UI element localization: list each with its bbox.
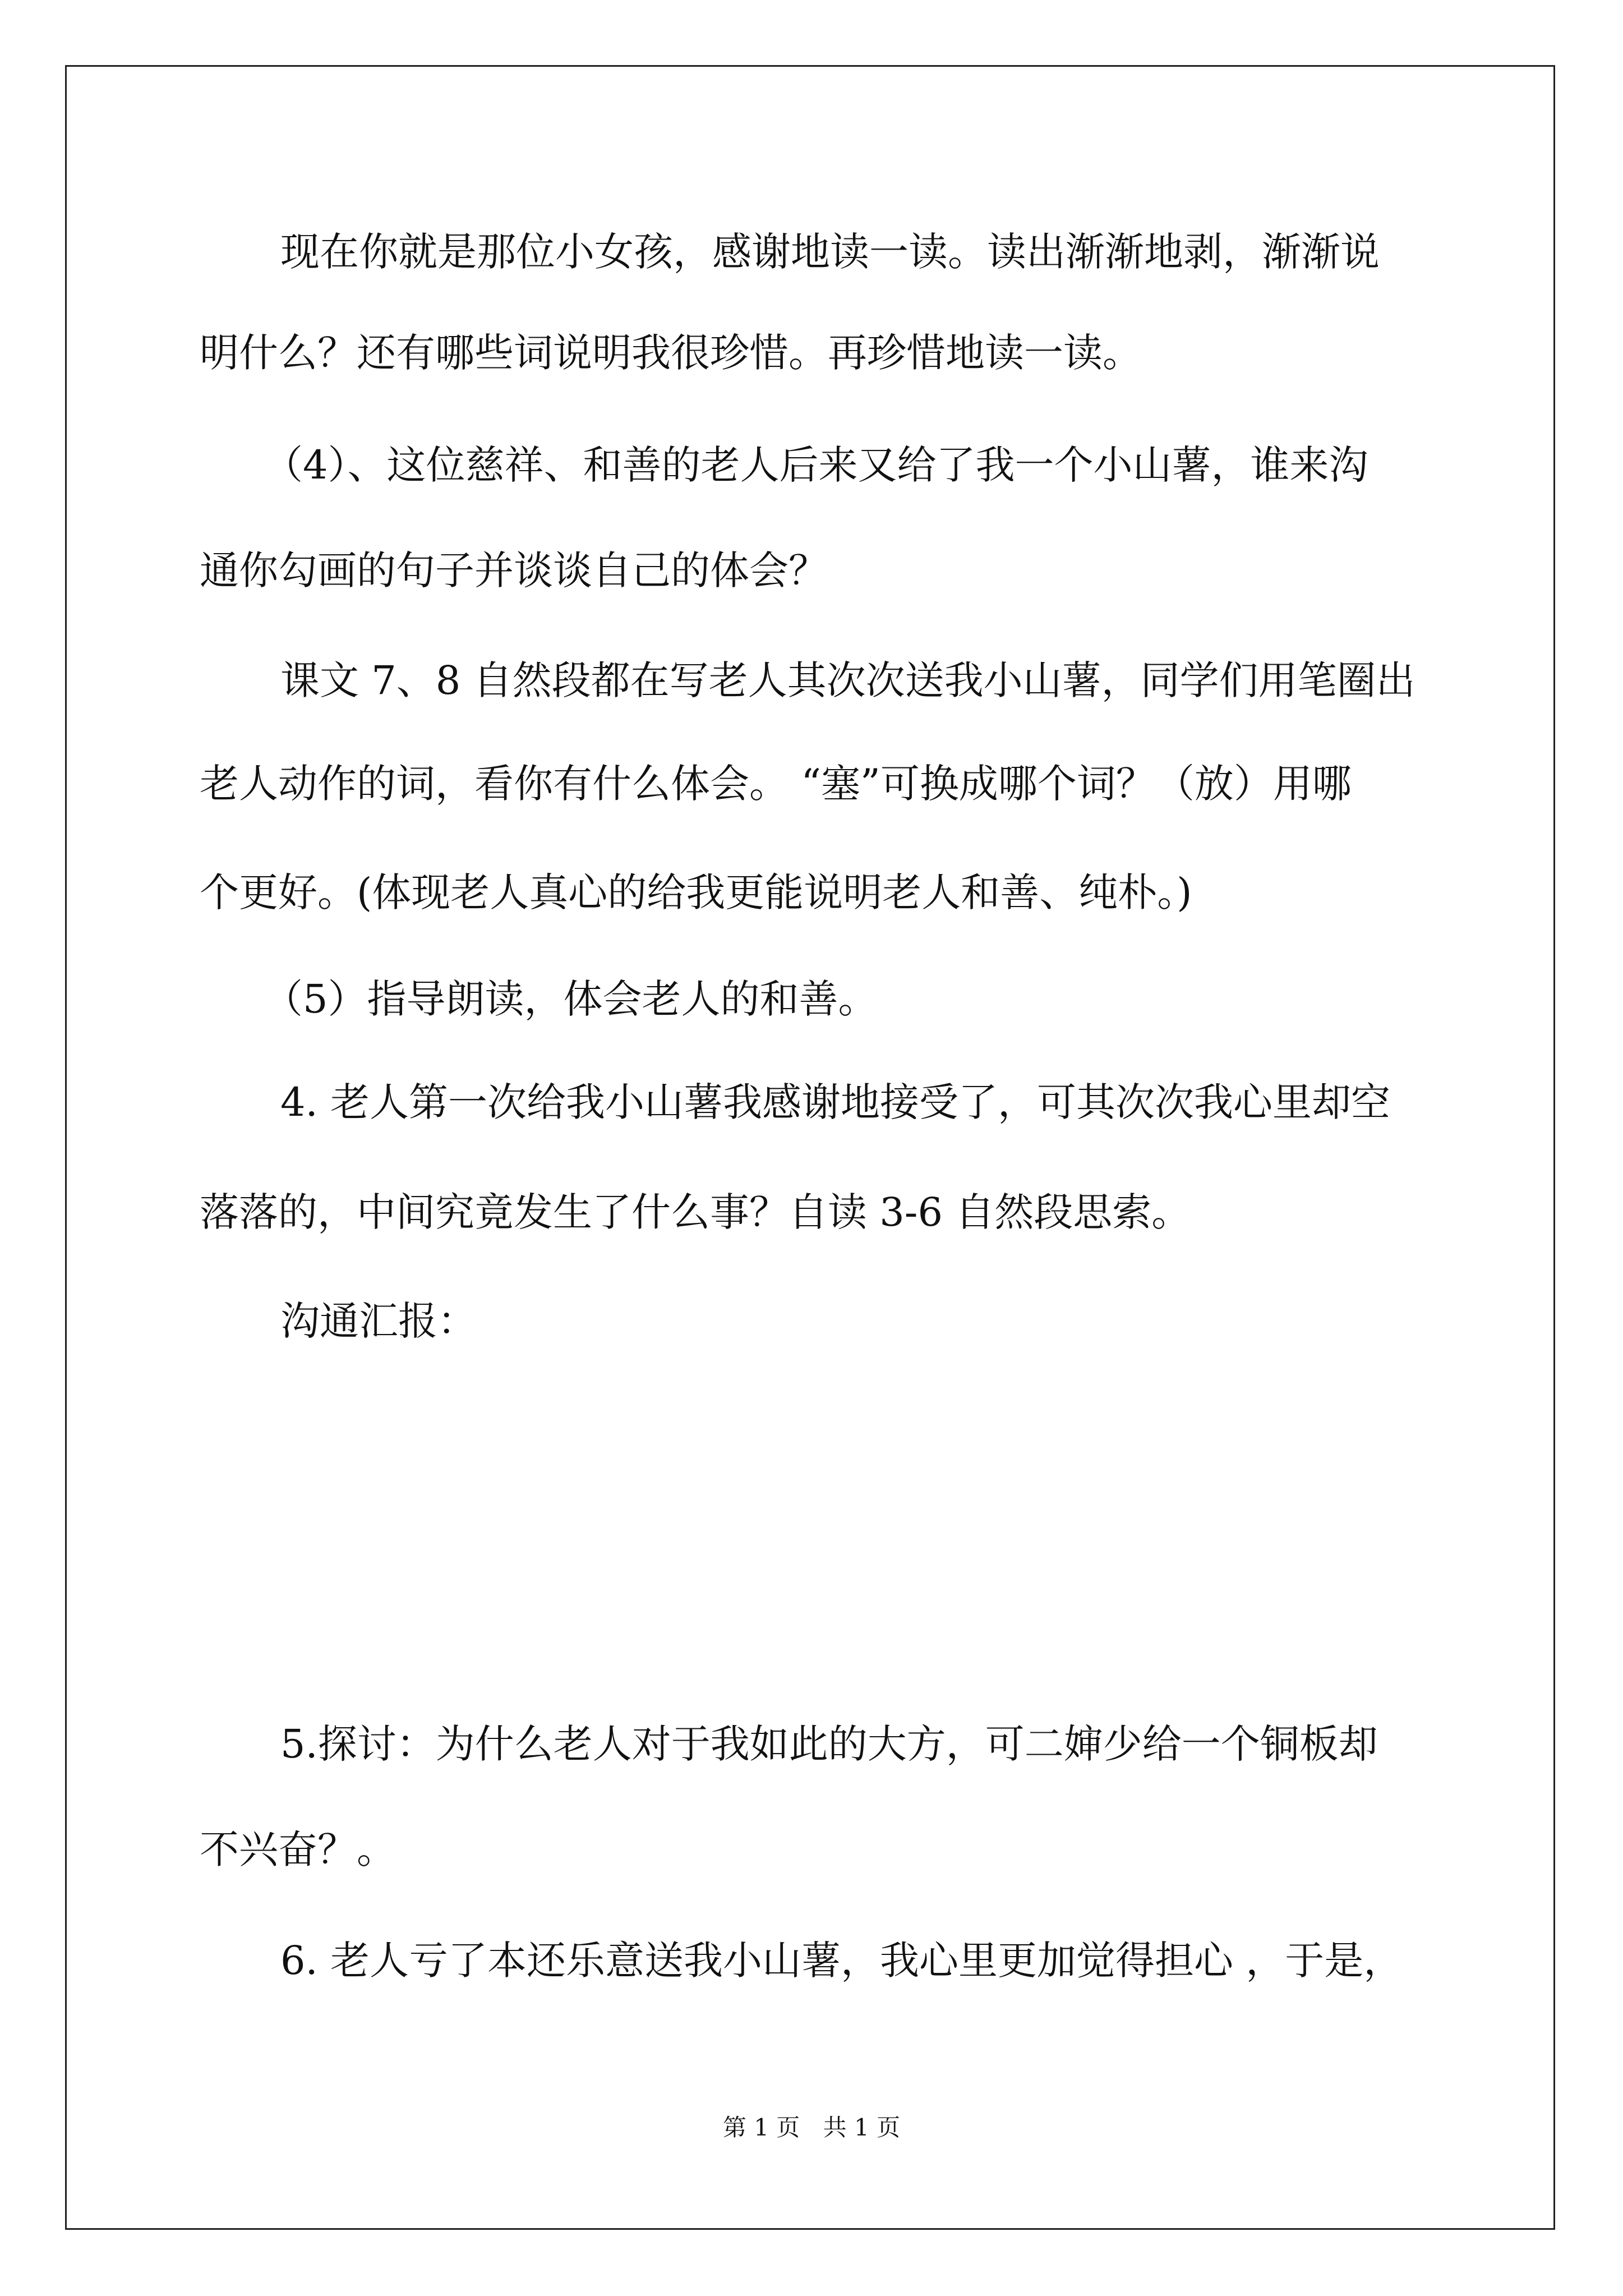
paragraph-7-line-1: 5.探讨：为什么老人对于我如此的大方，可二婶少给一个铜板却 [280, 1721, 1378, 1767]
paragraph-3-line-3: 个更好。(体现老人真心的给我更能说明老人和善、纯朴。) [200, 869, 1192, 915]
paragraph-3-line-2: 老人动作的词，看你有什么体会。 “塞”可换成哪个词？（放）用哪 [200, 761, 1352, 807]
paragraph-8-line-1: 6. 老人亏了本还乐意送我小山薯，我心里更加觉得担心 ，于是， [280, 1938, 1403, 1984]
paragraph-2-line-1: （4）、这位慈祥、和善的老人后来又给了我一个小山薯，谁来沟 [264, 442, 1368, 488]
paragraph-1-line-2: 明什么？还有哪些词说明我很珍惜。再珍惜地读一读。 [200, 330, 1142, 376]
paragraph-2-line-2: 通你勾画的句子并谈谈自己的体会？ [200, 547, 828, 593]
paragraph-5-line-2: 落落的，中间究竟发生了什么事？自读 3-6 自然段思索。 [200, 1189, 1191, 1235]
paragraph-7-line-2: 不兴奋？。 [200, 1826, 396, 1872]
page-number: 第 1 页 [722, 2114, 800, 2141]
page-footer [0, 2112, 1623, 2143]
paragraph-5-line-1: 4. 老人第一次给我小山薯我感谢地接受了，可其次次我心里却空 [280, 1079, 1391, 1125]
paragraph-1-line-1: 现在你就是那位小女孩，感谢地读一读。读出渐渐地剥，渐渐说 [280, 229, 1380, 275]
paragraph-6-line-1: 沟通汇报： [280, 1298, 477, 1344]
page-border [65, 65, 1555, 2230]
paragraph-4-line-1: （5）指导朗读，体会老人的和善。 [264, 976, 878, 1022]
page-total: 共 1 页 [823, 2114, 901, 2141]
paragraph-3-line-1: 课文 7、8 自然段都在写老人其次次送我小山薯，同学们用笔圈出 [280, 657, 1415, 703]
